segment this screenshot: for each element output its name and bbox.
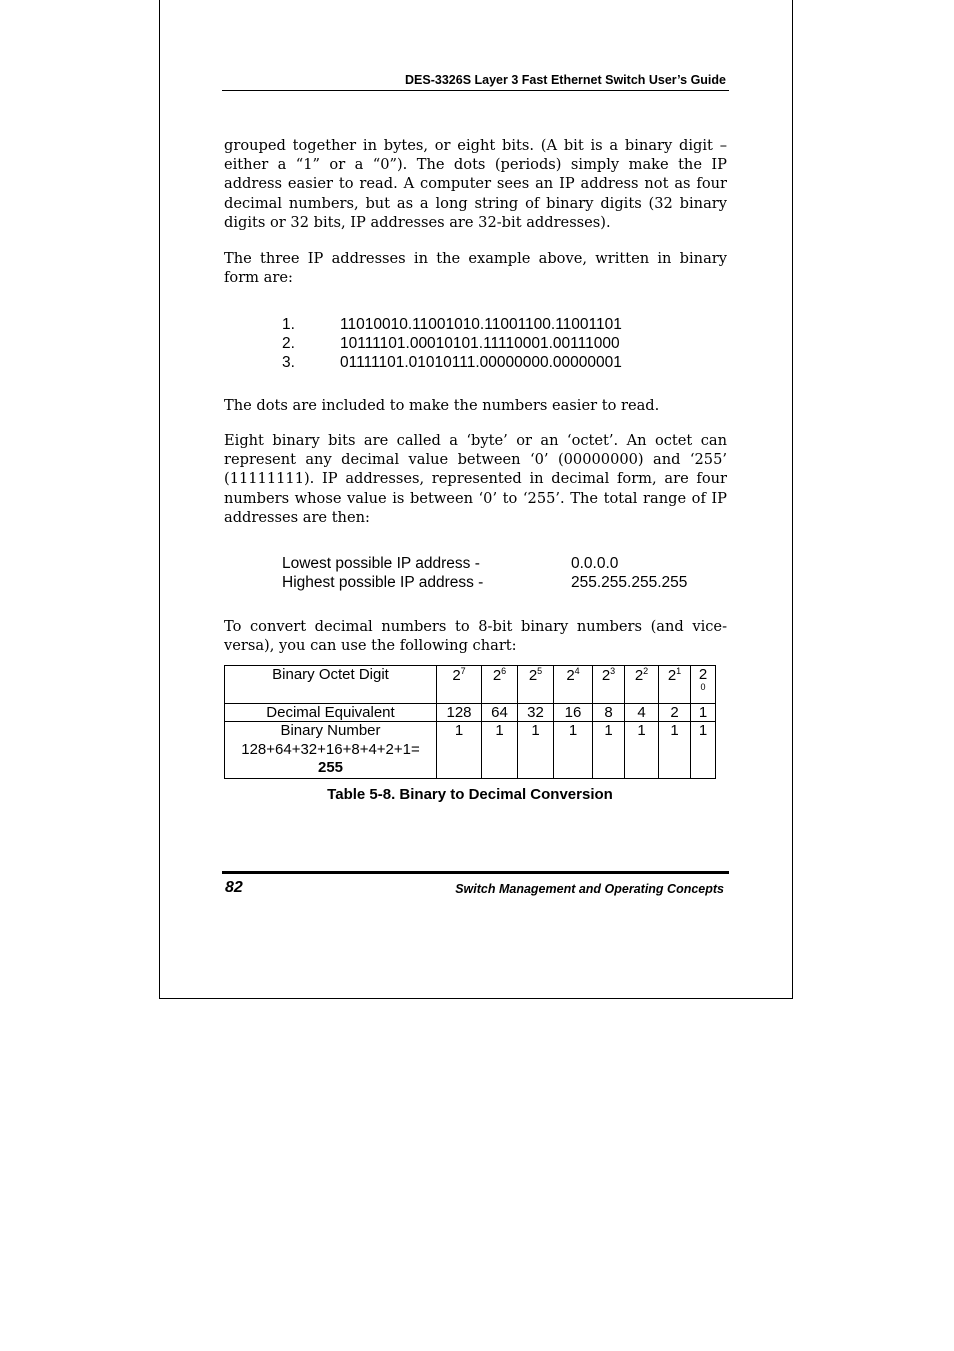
range-label: Highest possible IP address - <box>282 573 484 591</box>
table-cell: 2 0 <box>691 666 716 704</box>
paragraph-text: To convert decimal numbers to 8-bit binary numbers (and vice-versa), you can use the following chart: <box>224 618 727 655</box>
table-cell: 128 <box>437 704 482 722</box>
binary-address: 10111101.00010101.11110001.00111000 <box>340 335 620 352</box>
footer-rule <box>222 871 729 874</box>
table-cell: $2^5$ <box>518 666 554 704</box>
paragraph-dots <box>224 396 727 415</box>
paragraph-binary-intro <box>224 249 727 287</box>
conversion-table <box>224 665 716 779</box>
paragraph-octet <box>224 431 727 527</box>
table-row <box>225 704 716 722</box>
table-row <box>225 666 716 704</box>
section-title: Switch Management and Operating Concepts <box>455 882 724 896</box>
range-label: Lowest possible IP address - <box>282 555 480 572</box>
table-cell: 64 <box>482 704 518 722</box>
paragraph-text: The dots are included to make the numbers easier to read. <box>224 397 660 414</box>
running-header: DES-3326S Layer 3 Fast Ethernet Switch User’s Guide <box>405 73 726 87</box>
table-cell: $2^2$ <box>625 666 659 704</box>
table-cell: 1 <box>482 722 518 779</box>
ip-range-list <box>282 555 687 592</box>
list-number: 2. <box>282 335 295 352</box>
header-rule <box>222 90 729 91</box>
table-cell: 8 <box>593 704 625 722</box>
row-label-total: 255 <box>317 759 344 776</box>
table-cell: 32 <box>518 704 554 722</box>
list-number: 3. <box>282 354 295 371</box>
table-cell: 1 <box>691 704 716 722</box>
row-header <box>225 722 437 779</box>
list-number: 1. <box>282 316 295 333</box>
range-row <box>282 555 687 574</box>
table-cell: $2^4$ <box>554 666 593 704</box>
table-cell: 16 <box>554 704 593 722</box>
row-label-line: Binary Number <box>280 722 381 739</box>
table-cell: 1 <box>593 722 625 779</box>
table-cell: 1 <box>437 722 482 779</box>
table-cell: $2^6$ <box>482 666 518 704</box>
binary-address: 11010010.11001010.11001100.11001101 <box>340 316 622 333</box>
table-cell: 1 <box>554 722 593 779</box>
paragraph-text: Eight binary bits are called a ‘byte’ or an ‘octet’. An octet can represent any decimal value between ‘0’ (00000000) and ‘255’ (11111111). IP addresses, represented in decimal form, are four numbers whose value is between ‘0’ to ‘255’. The total range of IP addresses are then: <box>224 432 727 526</box>
table-caption: Table 5-8. Binary to Decimal Conversion <box>327 786 613 803</box>
table-cell: 2 <box>659 704 691 722</box>
paragraph-text: The three IP addresses in the example above, written in binary form are: <box>224 250 727 287</box>
table-cell: $2^1$ <box>659 666 691 704</box>
table-cell: 1 <box>518 722 554 779</box>
list-item <box>282 315 622 334</box>
table-cell: $2^3$ <box>593 666 625 704</box>
range-value: 255.255.255.255 <box>571 573 688 591</box>
table-cell: $2^7$ <box>437 666 482 704</box>
row-header: Binary Octet Digit <box>225 666 437 704</box>
paragraph-text: grouped together in bytes, or eight bits. (A bit is a binary digit – either a “1” or a “0”). The dots (periods) simply make the IP address easier to read. A computer sees an IP address not as four decimal numbers, but as a long string of binary digits (32 binary digits or 32 bits, IP addresses are 32-bit addresses). <box>224 137 727 231</box>
table-cell: 1 <box>659 722 691 779</box>
row-label-line: 128+64+32+16+8+4+2+1= <box>241 740 420 758</box>
table-cell: 1 <box>625 722 659 779</box>
range-value: 0.0.0.0 <box>571 555 619 572</box>
table-cell: 1 <box>691 722 716 779</box>
list-item <box>282 353 622 372</box>
paragraph-bytes <box>224 136 727 232</box>
row-header: Decimal Equivalent <box>225 704 437 722</box>
list-item <box>282 334 622 353</box>
binary-address-list <box>282 315 622 372</box>
paragraph-convert <box>224 617 727 655</box>
table-cell: 4 <box>625 704 659 722</box>
range-row <box>282 574 687 593</box>
page-number: 82 <box>225 879 243 896</box>
table-row <box>225 722 716 779</box>
binary-address: 01111101.01010111.00000000.00000001 <box>340 354 622 371</box>
